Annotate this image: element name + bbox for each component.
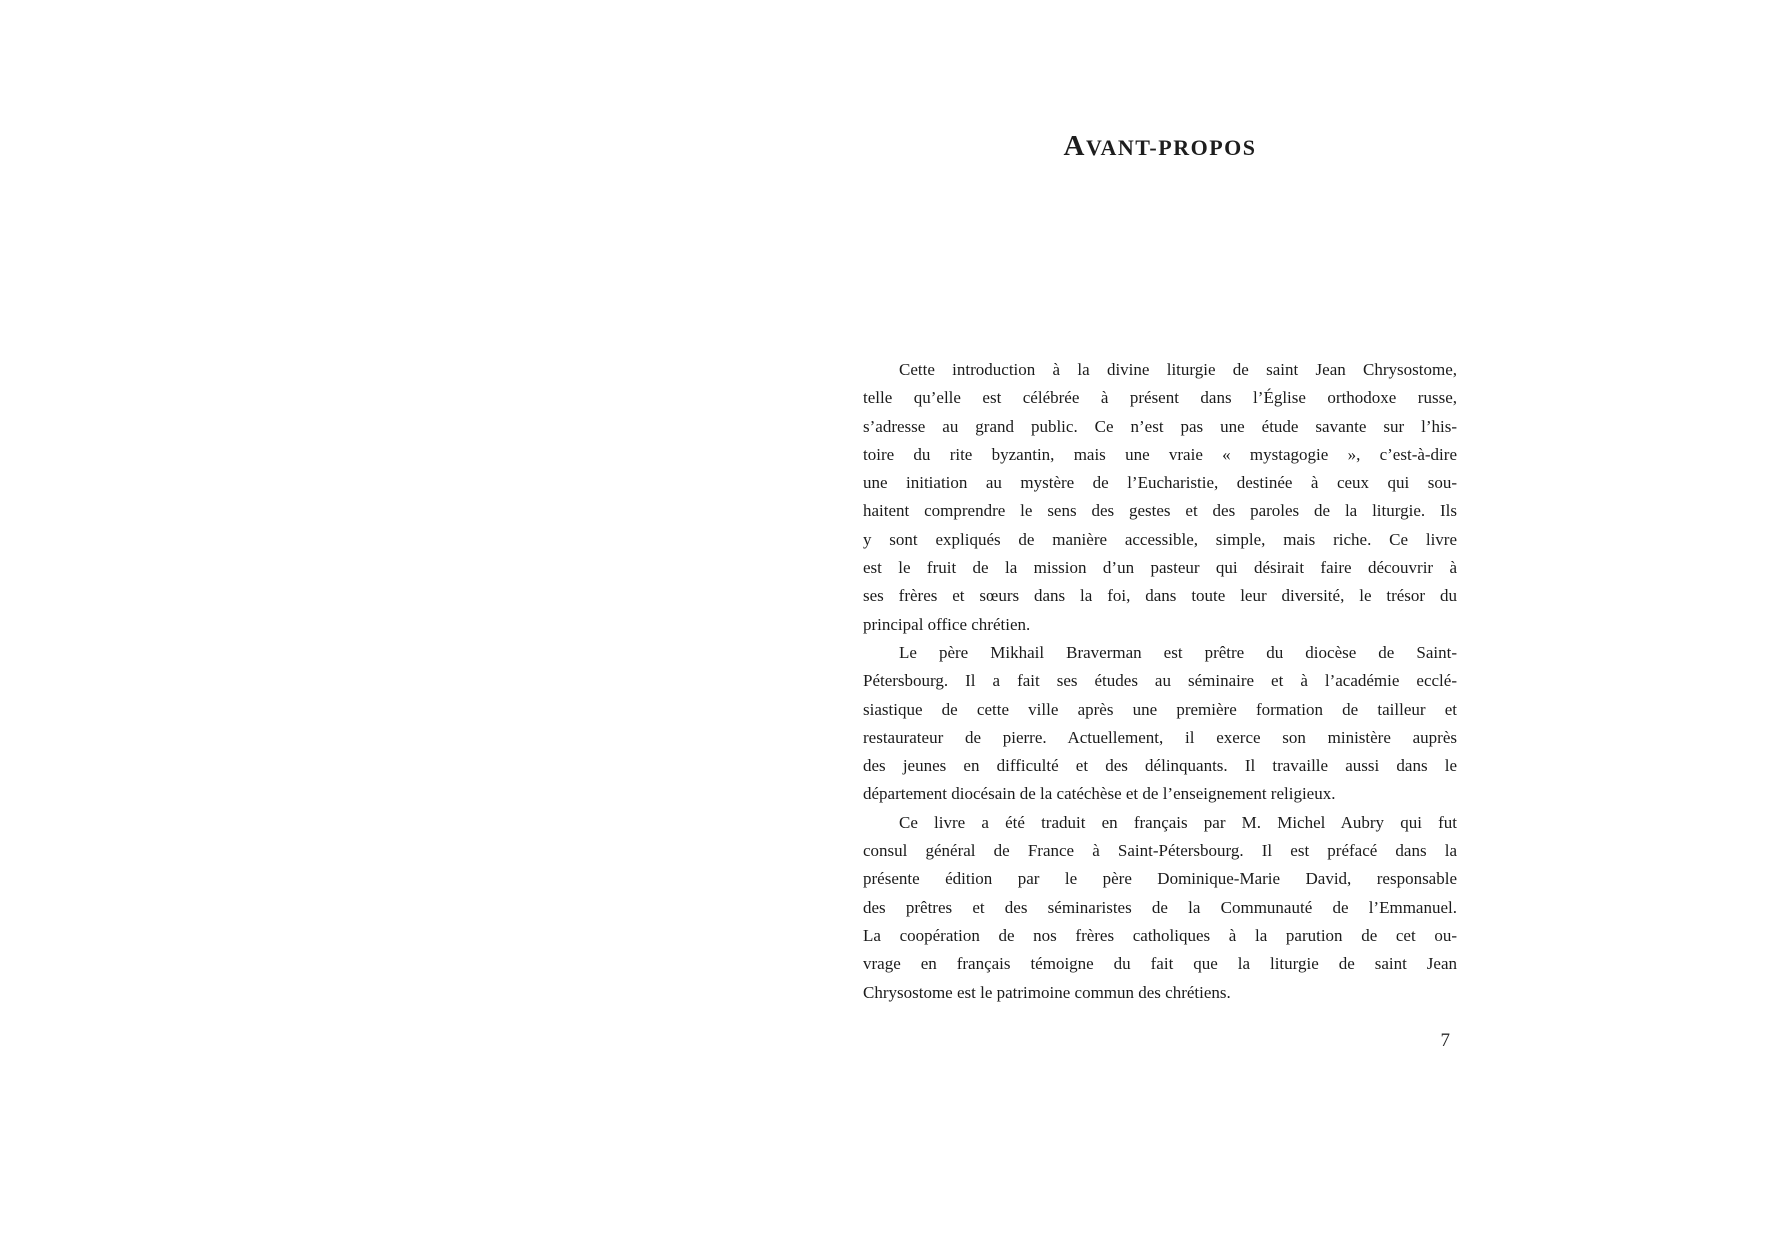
text-line: Cette introduction à la divine liturgie de saint Jean Chrysostome, <box>899 360 1457 379</box>
text-line: s’adresse au grand public. Ce n’est pas une étude savante sur l’his- <box>863 416 1457 436</box>
text-line: consul général de France à Saint-Pétersbourg. Il est préfacé dans la <box>863 841 1457 861</box>
page-number: 7 <box>1440 1030 1450 1051</box>
page-title <box>863 130 1457 163</box>
text-line: Chrysostome est le patrimoine commun des chrétiens. <box>863 982 1231 1002</box>
text-line: Pétersbourg. Il a fait ses études au séminaire et à l’académie ecclé- <box>863 671 1457 691</box>
text-line: présente édition par le père Dominique-Marie David, responsable <box>863 869 1457 889</box>
text-line: des jeunes en difficulté et des délinquants. Il travaille aussi dans le <box>863 756 1457 776</box>
text-line: restaurateur de pierre. Actuellement, il exerce son ministère auprès <box>863 727 1457 747</box>
text-line: département diocésain de la catéchèse et de l’enseignement religieux. <box>863 784 1336 804</box>
paragraph-2 <box>863 639 1457 809</box>
paragraph-3 <box>863 809 1457 1007</box>
page-title-small-caps: VANT-PROPOS <box>1085 135 1257 160</box>
text-line: telle qu’elle est célébrée à présent dans l’Église orthodoxe russe, <box>863 388 1457 408</box>
text-line: haitent comprendre le sens des gestes et des paroles de la liturgie. Ils <box>863 501 1457 521</box>
text-line: siastique de cette ville après une première formation de tailleur et <box>863 699 1457 719</box>
text-line: principal office chrétien. <box>863 614 1031 634</box>
text-line: Ce livre a été traduit en français par M. Michel Aubry qui fut <box>899 812 1457 832</box>
text-line: des prêtres et des séminaristes de la Communauté de l’Emmanuel. <box>863 897 1457 917</box>
text-line: La coopération de nos frères catholiques à la parution de cet ou- <box>863 925 1457 945</box>
text-line: toire du rite byzantin, mais une vraie « mystagogie », c’est-à-dire <box>863 444 1457 464</box>
foreword-text-block <box>863 356 1457 1007</box>
text-line: une initiation au mystère de l’Eucharistie, destinée à ceux qui sou- <box>863 473 1457 493</box>
text-line: ses frères et sœurs dans la foi, dans toute leur diversité, le trésor du <box>863 586 1457 606</box>
text-line: Le père Mikhail Braverman est prêtre du diocèse de Saint- <box>899 642 1457 662</box>
text-line: y sont expliqués de manière accessible, simple, mais riche. Ce livre <box>863 529 1457 549</box>
paragraph-1 <box>863 356 1457 639</box>
text-line: vrage en français témoigne du fait que la liturgie de saint Jean <box>863 954 1457 974</box>
page-title-initial: A <box>1063 130 1086 162</box>
text-line: est le fruit de la mission d’un pasteur qui désirait faire découvrir à <box>863 558 1457 578</box>
